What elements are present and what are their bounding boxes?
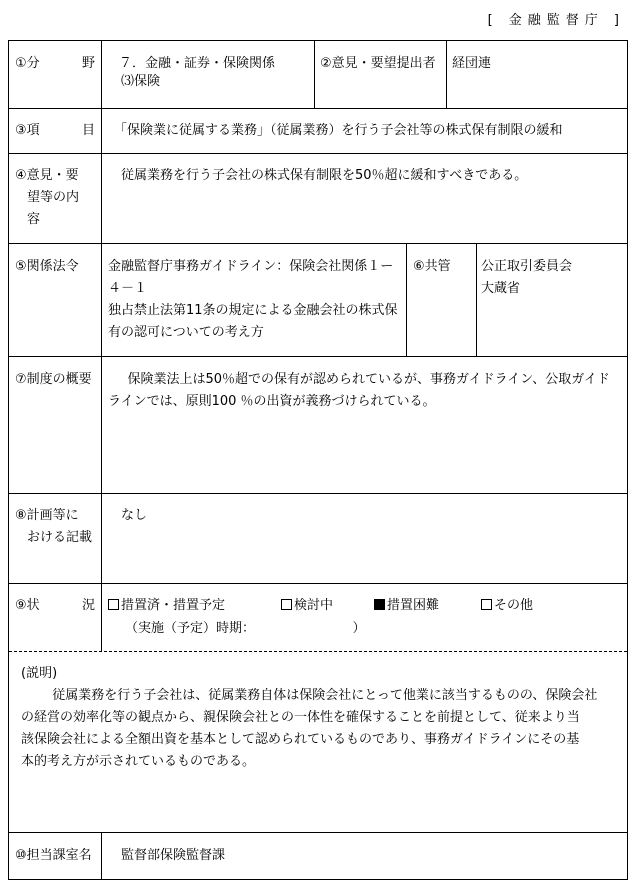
column-divider bbox=[446, 41, 447, 108]
item-label-start: ③項 bbox=[15, 123, 40, 138]
explanation-line4: 本的考え方が示されているものである。 bbox=[21, 754, 256, 769]
field-label-start: ①分 bbox=[15, 56, 40, 71]
dashed-column-divider bbox=[101, 583, 102, 651]
status-label-end: 況 bbox=[81, 598, 95, 613]
request-value: 従属業務を行う子会社の株式保有制限を50％超に緩和すべきである。 bbox=[121, 168, 528, 183]
status-schedule: （実施（予定）時期： ） bbox=[125, 621, 366, 636]
explanation-line3: 該保険会社による全額出資を基本として認められているものであり、事務ガイドラインにその基 bbox=[21, 732, 580, 747]
laws-line4: 有の認可についての考え方 bbox=[108, 325, 264, 340]
plan-value: なし bbox=[121, 508, 148, 523]
request-form bbox=[8, 40, 628, 880]
label-column-divider bbox=[101, 41, 102, 651]
status-option-label: その他 bbox=[494, 598, 534, 613]
checkbox-icon[interactable] bbox=[481, 599, 492, 610]
submitter-label: ②意見・要望提出者 bbox=[320, 56, 436, 71]
joint-label: ⑥共管 bbox=[413, 259, 451, 274]
checkbox-icon[interactable] bbox=[108, 599, 119, 610]
field-value bbox=[119, 53, 275, 93]
joint-line2: 大蔵省 bbox=[481, 281, 521, 296]
item-value: 「保険業に従属する業務」（従属業務）を行う子会社等の株式保有制限の緩和 bbox=[114, 123, 563, 138]
department-label: ⑩担当課室名 bbox=[15, 848, 92, 863]
plan-label bbox=[15, 505, 92, 549]
request-label bbox=[15, 165, 79, 231]
laws-label: ⑤関係法令 bbox=[15, 259, 79, 274]
item-label bbox=[15, 120, 95, 142]
field-value-line2: ⑶保険 bbox=[121, 74, 161, 89]
explanation-heading: (説明) bbox=[21, 666, 58, 681]
status-label-start: ⑨状 bbox=[15, 598, 40, 613]
item-label-end: 目 bbox=[81, 123, 95, 138]
status-option-implemented[interactable] bbox=[108, 595, 225, 617]
submitter-value: 経団連 bbox=[452, 56, 492, 71]
status-option-other[interactable] bbox=[481, 595, 533, 617]
column-divider bbox=[476, 243, 477, 356]
status-option-label: 検討中 bbox=[294, 598, 334, 613]
joint-line1: 公正取引委員会 bbox=[481, 259, 573, 274]
status-option-label: 措置困難 bbox=[387, 598, 440, 613]
plan-label-line2: おける記載 bbox=[27, 530, 93, 545]
agency-name: [ 金融監督庁 ] bbox=[487, 13, 625, 28]
request-label-line1: ④意見・要 bbox=[15, 168, 79, 183]
overview-line2: ラインでは、原則100 ％の出資が義務づけられている。 bbox=[108, 394, 436, 409]
field-label bbox=[15, 53, 95, 75]
request-label-line3: 容 bbox=[27, 212, 41, 227]
checked-box-icon[interactable] bbox=[374, 599, 385, 610]
label-column-divider bbox=[101, 832, 102, 880]
status-label bbox=[15, 595, 95, 617]
explanation-line2: の経営の効率化等の観点から、親保険会社との一体性を確保することを前提として、従来より当 bbox=[21, 710, 580, 725]
field-value-line1: ７．金融・証券・保険関係 bbox=[119, 56, 276, 71]
explanation-line1: 従属業務を行う子会社は、従属業務自体は保険会社にとって他業に該当するものの、保険会社 bbox=[52, 688, 598, 703]
explanation-body bbox=[21, 685, 623, 773]
laws-value bbox=[108, 256, 404, 344]
column-divider bbox=[406, 243, 407, 356]
column-divider bbox=[314, 41, 315, 108]
joint-value bbox=[481, 256, 572, 300]
overview-value bbox=[108, 369, 623, 413]
overview-line1: 保険業法上は50％超での保有が認められているが、事務ガイドライン、公取ガイド bbox=[127, 372, 610, 387]
department-value: 監督部保険監督課 bbox=[121, 848, 226, 863]
field-label-end: 野 bbox=[81, 56, 95, 71]
status-option-reviewing[interactable] bbox=[281, 595, 333, 617]
status-option-label: 措置済・措置予定 bbox=[121, 598, 226, 613]
request-label-line2: 望等の内 bbox=[27, 190, 80, 205]
laws-line1: 金融監督庁事務ガイドライン：保険会社関係１ー bbox=[108, 259, 394, 274]
status-option-difficult[interactable] bbox=[374, 595, 439, 617]
laws-line2: ４－１ bbox=[108, 281, 148, 296]
laws-line3: 独占禁止法第11条の規定による金融会社の株式保 bbox=[108, 303, 398, 318]
overview-label: ⑦制度の概要 bbox=[15, 372, 92, 387]
dashed-divider bbox=[9, 651, 627, 652]
checkbox-icon[interactable] bbox=[281, 599, 292, 610]
plan-label-line1: ⑧計画等に bbox=[15, 508, 79, 523]
